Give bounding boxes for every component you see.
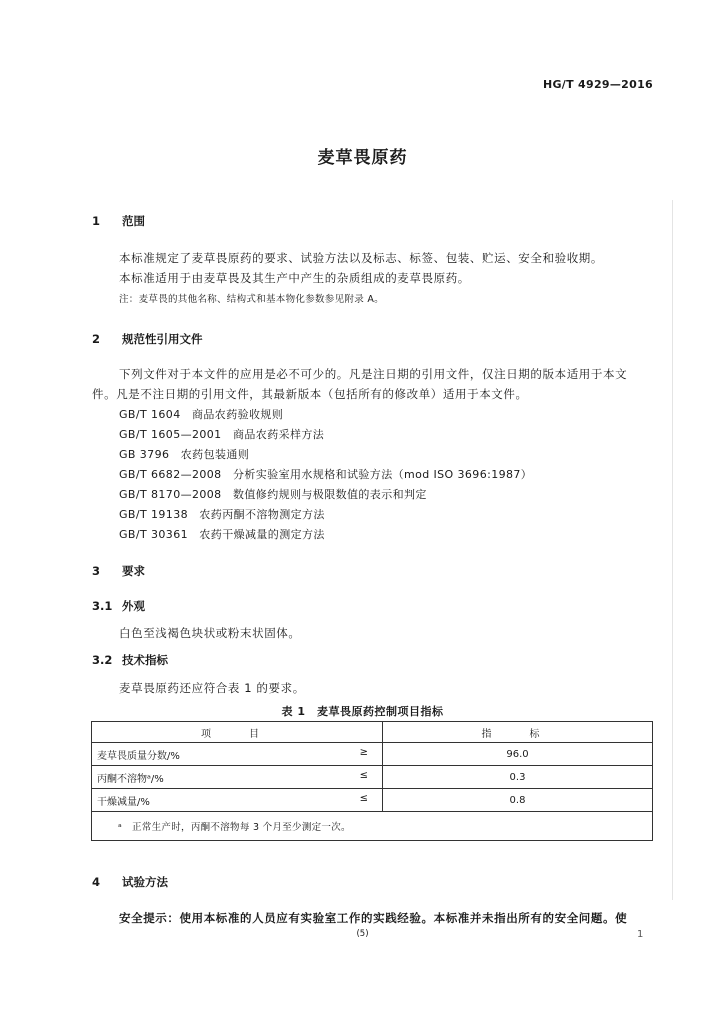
reference-code: GB/T 19138 [119, 508, 188, 521]
reference-item [119, 466, 532, 482]
table-caption: 表 1 麦草畏原药控制项目指标 [281, 705, 444, 718]
table-row [92, 766, 653, 789]
subsection-3-2-heading [92, 652, 168, 668]
section-title: 试验方法 [122, 875, 168, 889]
section-title: 范围 [122, 214, 145, 228]
table-cell-item [92, 766, 383, 789]
table-footnote [92, 812, 653, 841]
section-number: 3 [92, 564, 101, 578]
subsection-3-1-heading [92, 598, 145, 614]
comparison-symbol: ≤ [359, 793, 368, 804]
table-header-row [92, 722, 653, 743]
section-3-heading [92, 563, 145, 579]
table-row [92, 789, 653, 812]
item-label: 干燥减量/% [97, 796, 150, 808]
section-1-heading [92, 213, 145, 229]
reference-item [119, 526, 325, 542]
document-title: 麦草畏原药 [317, 148, 408, 168]
reference-item [119, 426, 324, 442]
reference-title: 商品农药采样方法 [233, 428, 325, 441]
header-value: 指 标 [383, 722, 653, 743]
page-side-number: 1 [637, 929, 644, 940]
standard-code: HG/T 4929—2016 [542, 78, 653, 91]
table-footnote-row [92, 812, 653, 841]
scan-edge-line [672, 200, 673, 900]
reference-item [119, 446, 249, 462]
safety-notice: 安全提示：使用本标准的人员应有实验室工作的实践经验。本标准并未指出所有的安全问题。使 [119, 911, 628, 925]
reference-code: GB/T 6682—2008 [119, 468, 222, 481]
section-2-intro: 下列文件对于本文件的应用是必不可少的。凡是注日期的引用文件，仅注日期的版本适用于本文 [119, 367, 628, 381]
page-number: (5) [356, 929, 369, 939]
appearance-text: 白色至浅褐色块状或粉末状固体。 [119, 626, 301, 640]
reference-code: GB/T 1605—2001 [119, 428, 222, 441]
section-1-paragraph: 本标准适用于由麦草畏及其生产中产生的杂质组成的麦草畏原药。 [119, 271, 470, 285]
item-label: 丙酮不溶物ᵃ/% [97, 773, 164, 785]
reference-item [119, 406, 283, 422]
section-title: 规范性引用文件 [122, 332, 203, 346]
item-label: 麦草畏质量分数/% [97, 750, 180, 762]
comparison-symbol: ≥ [359, 747, 368, 758]
technical-spec-text: 麦草畏原药还应符合表 1 的要求。 [119, 681, 305, 695]
section-title: 要求 [122, 564, 145, 578]
reference-code: GB/T 30361 [119, 528, 188, 541]
subsection-title: 外观 [122, 599, 145, 613]
subsection-title: 技术指标 [122, 653, 168, 667]
section-2-heading [92, 331, 203, 347]
comparison-symbol: ≤ [359, 770, 368, 781]
table-row [92, 743, 653, 766]
table-cell-value: 0.3 [383, 766, 653, 789]
reference-title: 农药丙酮不溶物测定方法 [199, 508, 325, 521]
reference-title: 商品农药验收规则 [192, 408, 284, 421]
section-number: 4 [92, 875, 101, 889]
reference-code: GB/T 1604 [119, 408, 181, 421]
reference-title: 农药包装通则 [180, 448, 250, 461]
footnote-mark: ᵃ [118, 822, 123, 833]
table-cell-value: 96.0 [383, 743, 653, 766]
table-cell-item [92, 789, 383, 812]
section-number: 2 [92, 332, 101, 346]
section-1-paragraph: 本标准规定了麦草畏原药的要求、试验方法以及标志、标签、包装、贮运、安全和验收期。 [119, 251, 603, 265]
reference-code: GB/T 8170—2008 [119, 488, 222, 501]
table-cell-value: 0.8 [383, 789, 653, 812]
header-item: 项 目 [92, 722, 383, 743]
table-cell-item [92, 743, 383, 766]
footnote-text: 正常生产时，丙酮不溶物每 3 个月至少测定一次。 [132, 822, 351, 833]
subsection-number: 3.1 [92, 599, 113, 613]
spec-table [91, 721, 653, 841]
reference-code: GB 3796 [119, 448, 170, 461]
section-2-intro: 件。凡是不注日期的引用文件，其最新版本（包括所有的修改单）适用于本文件。 [92, 387, 528, 401]
reference-title: 分析实验室用水规格和试验方法（mod ISO 3696:1987） [233, 468, 533, 481]
reference-item [119, 486, 427, 502]
reference-title: 数值修约规则与极限数值的表示和判定 [233, 488, 427, 501]
reference-item [119, 506, 325, 522]
subsection-number: 3.2 [92, 653, 113, 667]
section-4-heading [92, 874, 168, 890]
reference-title: 农药干燥减量的测定方法 [199, 528, 325, 541]
section-1-note: 注：麦草畏的其他名称、结构式和基本物化参数参见附录 A。 [119, 294, 384, 305]
section-number: 1 [92, 214, 101, 228]
